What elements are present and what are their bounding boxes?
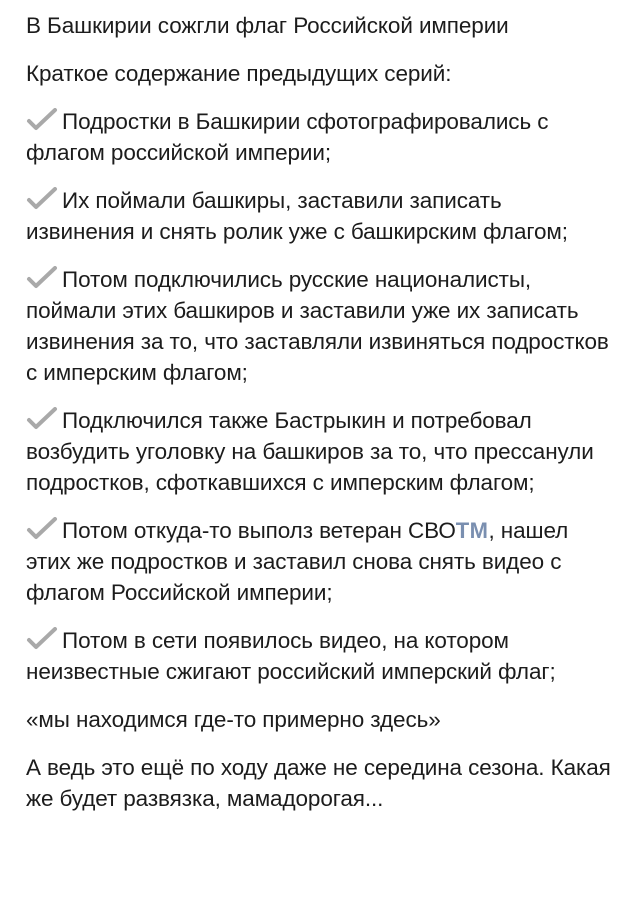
list-item-text: Потом подключились русские националисты, поймали этих башкиров и заставили уже их записать извинения за то, что заставляли извиняться подростков с имперским флагом; [26, 267, 609, 385]
check-mark-icon [26, 627, 58, 651]
list-item [26, 106, 616, 168]
list-item-text: Их поймали башкиры, заставили записать извинения и снять ролик уже с башкирским флагом; [26, 188, 568, 244]
post-quote: «мы находимся где-то примерно здесь» [26, 707, 441, 732]
trademark-badge: ТМ [455, 518, 489, 543]
check-mark-icon [26, 517, 58, 541]
list-item [26, 405, 616, 498]
list-item-text: Подключился также Бастрыкин и потребовал возбудить уголовку на башкиров за то, что прессанули подростков, сфоткавшихся с имперским флагом; [26, 408, 594, 495]
list-item [26, 515, 616, 608]
check-mark-icon [26, 187, 58, 211]
list-item-text: Подростки в Башкирии сфотографировались с флагом российской империи; [26, 109, 549, 165]
list-item-text: , нашел этих же подростков и заставил снова снять видео с флагом Российской империи; [26, 518, 569, 605]
list-item-text: Потом откуда-то выполз ветеран СВО [62, 518, 456, 543]
list-item-text: Потом в сети появилось видео, на котором неизвестные сжигают российский имперский флаг; [26, 628, 556, 684]
check-mark-icon [26, 407, 58, 431]
post-title: В Башкирии сожгли флаг Российской империи [26, 13, 509, 38]
check-mark-icon [26, 266, 58, 290]
list-item [26, 264, 616, 388]
list-item [26, 185, 616, 247]
post-ending: А ведь это ещё по ходу даже не середина сезона. Какая же будет развязка, мамадорогая... [26, 755, 611, 811]
check-mark-icon [26, 108, 58, 132]
list-item [26, 625, 616, 687]
post-intro: Краткое содержание предыдущих серий: [26, 61, 452, 86]
